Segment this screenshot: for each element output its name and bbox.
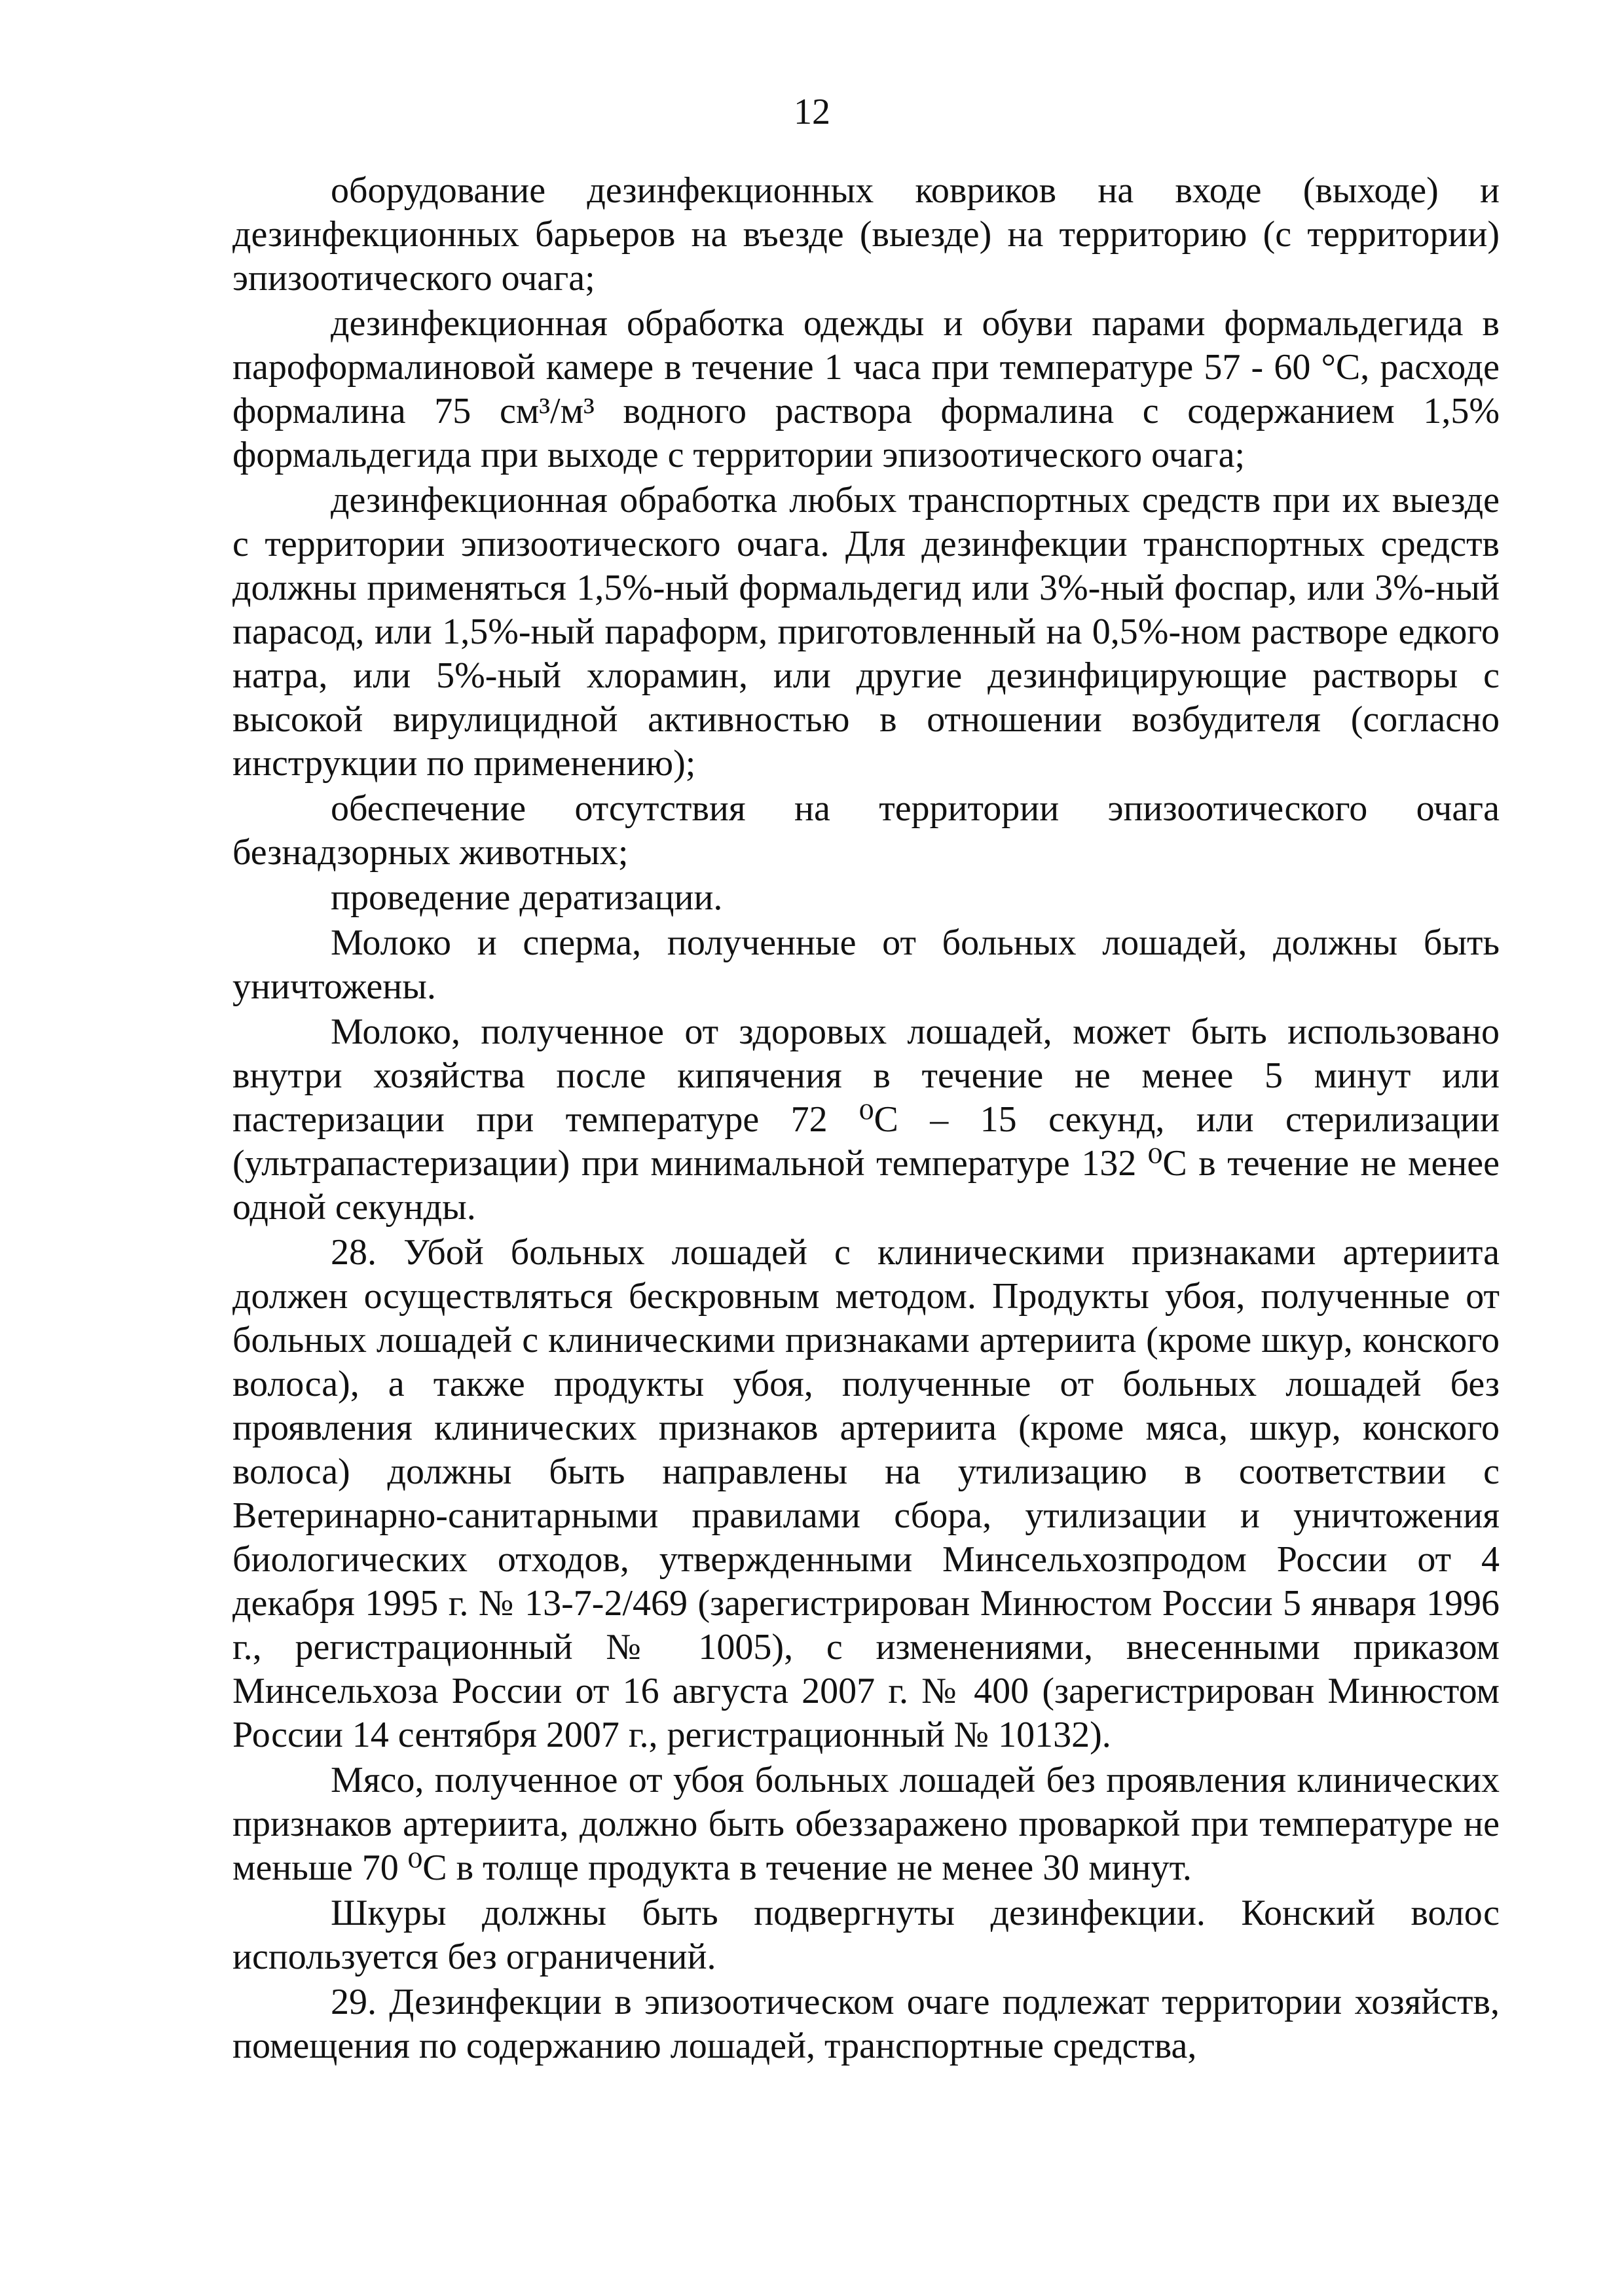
paragraph-item-28: 28. Убой больных лошадей с клиническими признаками артериита должен осуществляться бескровным методом. Продукты убоя, полученные от больных лошадей с клиническими признаками артериита (кроме шкур, конского волоса), а также продукты убоя, полученные от больных лошадей без проявления клинических признаков артериита (кроме мяса, шкур, конского волоса) должны быть направлены на утилизацию в соответствии с Ветеринарно-санитарными правилами сбора, утилизации и уничтожения биологических отходов, утвержденными Минсельхозпродом России от 4 декабря 1995 г. № 13-7-2/469 (зарегистрирован Минюстом России 5 января 1996 г., регистрационный № 1005), с изменениями, внесенными приказом Минсельхоза России от 16 августа 2007 г. № 400 (зарегистрирован Минюстом России 14 сентября 2007 г., регистрационный № 10132). [232, 1232, 1500, 1755]
paragraph-stray-animals: обеспечение отсутствия на территории эпизоотического очага безнадзорных животных; [232, 788, 1500, 873]
paragraph-disinfection-mats: оборудование дезинфекционных ковриков на входе (выходе) и дезинфекционных барьеров на въезде (выезде) на территорию (с территории) эпизоотического очага; [232, 170, 1500, 299]
paragraph-deratization: проведение дератизации. [331, 877, 723, 918]
paragraph-vehicle-treatment: дезинфекционная обработка любых транспортных средств при их выезде с территории эпизоотического очага. Для дезинфекции транспортных средств должны применяться 1,5%-ный формальдегид или 3%-ный фоспар, или 3%-ный парасод, или 1,5%-ный параформ, приготовленный на 0,5%-ном растворе едкого натра, или 5%-ный хлорамин, или другие дезинфицирующие растворы с высокой вирулицидной активностью в отношении возбудителя (согласно инструкции по применению); [232, 480, 1500, 784]
paragraph-hides-disinfection: Шкуры должны быть подвергнуты дезинфекции. Конский волос используется без ограничений. [232, 1893, 1500, 1977]
paragraph-milk-sperm-destruction: Молоко и сперма, полученные от больных лошадей, должны быть уничтожены. [232, 922, 1500, 1007]
page-number: 12 [794, 92, 830, 132]
document-body [232, 169, 1500, 2068]
paragraph-clothing-treatment: дезинфекционная обработка одежды и обуви парами формальдегида в пароформалиновой камере в течение 1 часа при температуре 57 - 60 °С, расходе формалина 75 см³/м³ водного раствора формалина с содержанием 1,5% формальдегида при выходе с территории эпизоотического очага; [232, 303, 1500, 475]
paragraph-milk-healthy-horses: Молоко, полученное от здоровых лошадей, может быть использовано внутри хозяйства после кипячения в течение не менее 5 минут или пастеризации при температуре 72 ⁰С – 15 секунд, или стерилизации (ультрапастеризации) при минимальной температуре 132 ⁰С в течение не менее одной секунды. [232, 1011, 1500, 1228]
paragraph-meat-treatment: Мясо, полученное от убоя больных лошадей без проявления клинических признаков артериита, должно быть обеззаражено проваркой при температуре не меньше 70 ⁰С в толще продукта в течение не менее 30 минут. [232, 1760, 1500, 1888]
paragraph-item-29: 29. Дезинфекции в эпизоотическом очаге подлежат территории хозяйств, помещения по содержанию лошадей, транспортные средства, [232, 1982, 1500, 2066]
